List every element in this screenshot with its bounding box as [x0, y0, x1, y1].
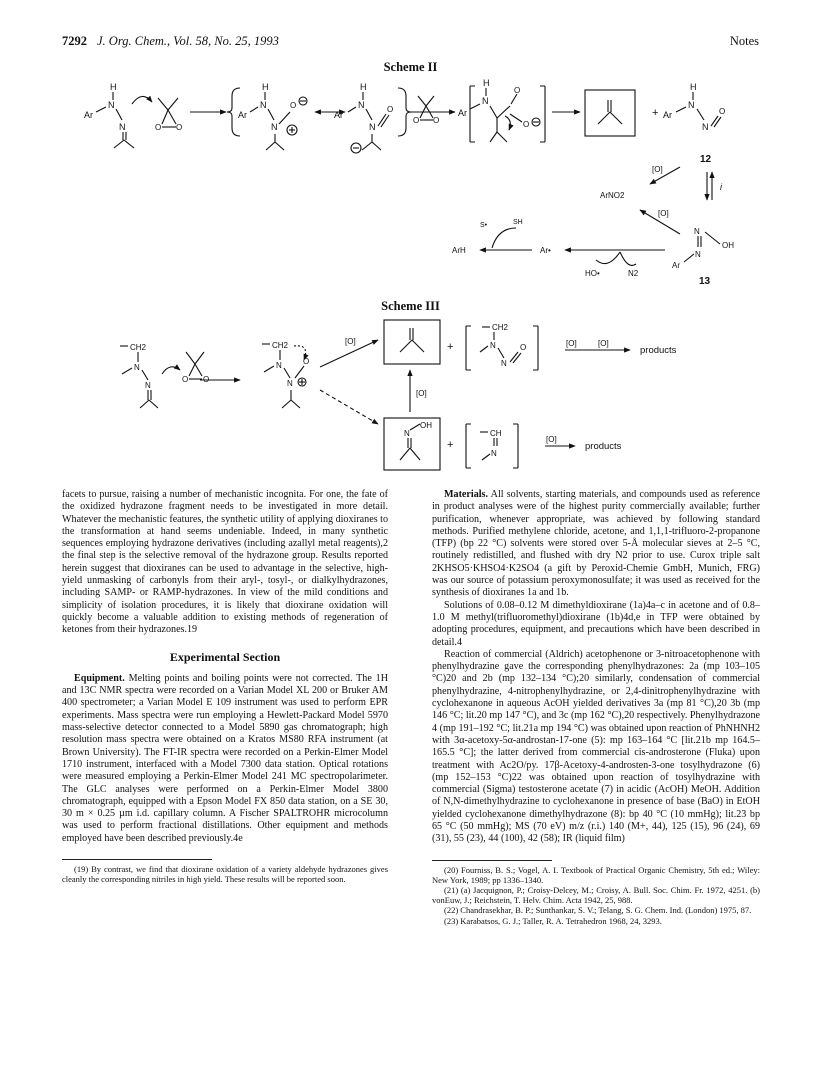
scheme2-sh-label: SH — [513, 219, 523, 226]
footnote-rule-right — [432, 860, 552, 861]
scheme3-oxid-label-1: [O] — [345, 337, 356, 346]
scheme3-attack-arrow — [162, 367, 180, 374]
scheme2-ar3-label: Ar — [334, 110, 343, 120]
scheme2-o2-label: O — [176, 123, 183, 132]
scheme3-n4-label: N — [287, 379, 293, 388]
scheme3-ch2-label-1: CH2 — [130, 343, 147, 352]
experimental-section-heading: Experimental Section — [169, 649, 281, 664]
scheme3-oxid-label-4: [O] — [416, 389, 427, 398]
scheme2-zwitterion-a — [238, 82, 307, 150]
scheme3-oxime — [400, 421, 432, 460]
scheme3-ketone — [400, 328, 424, 352]
scheme2-n2-label: N2 — [628, 269, 639, 278]
materials-paragraph — [432, 489, 760, 600]
scheme2-n5-label: N — [358, 100, 365, 110]
scheme2-sh-curve — [492, 228, 516, 248]
footnote-21: (21) (a) Jacquignon, P.; Croisy-Delcey, M.; Croisy, A. Bull. Soc. Chim. Fr. 1972, 4251. (b) vonEuw, J.; Reichstein, T. Helv. Chim. Acta 1942, 25, 988. — [432, 885, 760, 906]
scheme2-ar4-label: Ar — [458, 108, 467, 118]
scheme2-ar6-label: Ar — [672, 261, 680, 270]
scheme3-bracket-2-close — [513, 424, 518, 468]
scheme2-attack-arrow — [132, 96, 152, 104]
scheme3-ch2-label-2: CH2 — [272, 341, 289, 350]
scheme3-n5-label: N — [490, 341, 496, 350]
scheme2-o6-label: O — [433, 116, 440, 125]
scheme3-plus-2: + — [447, 439, 454, 451]
scheme3-oh-label: OH — [420, 421, 432, 430]
scheme2-n11-label: N — [695, 250, 701, 259]
scheme2-ho-radical-label: HO• — [585, 269, 600, 278]
scheme2-n6-label: N — [369, 122, 376, 132]
scheme3-bracket-1-close — [533, 326, 538, 370]
scheme2-o3-label: O — [290, 101, 297, 110]
left-column — [62, 489, 388, 884]
equipment-text: Melting points and boiling points were not corrected. The 1H and 13C NMR spectra were recorded on a Varian Model XL 200 or Bruker AM 400 spectrometer; a Varian Model E 109 instrument was used to perform EPR experiments. Mass spectra were run employing a Hewlett-Packard Model 5970 mass-selective detector connected to a Model 5890 gas chromatograph; high resolution mass spectra were obtained on a Kratos MS80 RFA instrument (at Brown University). The FT-IR spectra were recorded on a Perkin-Elmer Model 1710 instrument, interfaced with a Model 7300 data station. Optical rotations were measured employing a Perkin-Elmer Model 241 MC spectropolarimeter. The GLC analyses were performed on a Perkin-Elmer Model 3800 chromatograph, equipped with a Epson Model FX 850 data station, on a SE 30, 30 m × 0.25 µm i.d. capillary column. A Fischer SPALTROHR microcolumn was used to perform fractional distillations. Other equipment and methods employed have been described previously.4e — [62, 672, 389, 844]
scheme3-ketone-box — [384, 320, 440, 364]
scheme3-bracket-2-open — [466, 424, 471, 468]
scheme2-oxid-label-2: [O] — [658, 209, 669, 218]
scheme3-oxid-label-3: [O] — [598, 339, 609, 348]
scheme-ii-diagram — [0, 72, 821, 294]
hydrazone-synthesis-paragraph: Reaction of commercial (Aldrich) acetophenone or 3-nitroacetophenone with phenylhydrazine gave the corresponding phenylhydrazones: 2a (mp 103–105 °C)20 and 2b (mp 132–134 °C);20 similarly, condensation of commercial phenylhydrazine, 4-nitrophenylhydrazine, or 2,4-dinitrophenylhydrazine with cyclohexanone in aqueous AcOH yielded derivatives 3a (mp 81 °C),20 3b (mp 146 °C; lit.20 mp 147 °C), and 3c (mp 162 °C),20 respectively. Phenylhydrazone 4 (mp 191–192 °C; lit.21a mp 194 °C) was obtained upon reaction of PhNHNH2 with 3α-acetoxy-5α-androstan-17-one (5): mp 163–164 °C [lit.21b mp 164.5–165.5 °C]; the latter derived from commercial cis-androsterone (Fluka) upon treatment with Ac2O/py. 17β-Acetoxy-4-androsten-3-one tosylhydrazone (6) (mp 152–153 °C)22 was obtained upon reaction of tosylhydrazine with commercial (Sigma) testosterone acetate (7) in acidic (AcOH) MeOH. Addition of N,N-dimethylhydrazine to cyclohexanone in presence of base (BaO) in EtOH yielded cyclohexanone dimethylhydrazone (8): bp 40 °C (10 mmHg); lit.23 bp 65 °C (50 mmHg); MS (70 eV) m/z (r.i.) 140 (M+, 44), 125 (15), 96 (24), 69 (31), 55 (23), 44 (100), 42 (58); IR (liquid film) — [432, 648, 760, 845]
page-number: 7292 — [62, 34, 87, 48]
scheme2-h3-label: H — [360, 82, 367, 92]
scheme2-zwitterion-b — [334, 82, 393, 153]
scheme3-n8-label: N — [491, 449, 497, 458]
scheme2-oxid-label-1: [O] — [652, 165, 663, 174]
arno2-label: ArNO2 — [600, 191, 625, 200]
materials-text: All solvents, starting materials, and compounds used as reference in product analyses were of the highest purity commercially available; further purification, whenever appropriate, was achieved by following standard methods. Purified methylene chloride, acetone, and 1,1,1-trifluoro-2-propanone (TFP) (bp 22 °C) solvents were stored over 5-Å molecular sieves at 2–5 °C, routinely redistilled, and flushed with dry N2 prior to use. Curox triple salt 2KHSO5·KHSO4·K2SO4 (a gift by Peroxid-Chemie GmbH, Munich, FRG) was our source of potassium peroxymonosulfate; it was used as received for the synthesis of dioxiranes 1a and 1b. — [432, 489, 761, 599]
running-head — [62, 34, 759, 52]
scheme2-ho-loss-curve — [596, 252, 620, 264]
scheme2-h5-label: H — [690, 82, 697, 92]
scheme3-n1-label: N — [134, 363, 140, 372]
scheme3-plus-1: + — [447, 341, 454, 353]
scheme3-bracket-1-open — [466, 326, 471, 370]
scheme3-products-label-2: products — [585, 441, 622, 452]
scheme2-o8-label: O — [523, 120, 530, 129]
scheme3-dioxirane — [182, 352, 209, 384]
scheme2-diazene-12 — [663, 82, 725, 165]
scheme3-n6-label: N — [501, 359, 507, 368]
scheme-iii-diagram — [0, 312, 821, 482]
journal-citation: J. Org. Chem., Vol. 58, No. 25, 1993 — [97, 34, 279, 48]
scheme2-o5-label: O — [413, 116, 420, 125]
footnote-rule — [62, 859, 212, 860]
scheme2-aryl-radical-label: Ar• — [540, 246, 551, 255]
scheme2-n1-label: N — [108, 100, 115, 110]
scheme2-n3-label: N — [260, 100, 267, 110]
scheme3-ch-label: CH — [490, 429, 502, 438]
scheme3-iminium-fragment — [480, 429, 502, 460]
scheme2-o9-label: O — [719, 107, 726, 116]
right-column — [432, 489, 760, 926]
arh-label: ArH — [452, 246, 466, 255]
scheme3-o3-label: O — [303, 357, 310, 366]
scheme3-lower-arrow — [320, 390, 378, 424]
materials-runin: Materials. — [444, 489, 489, 500]
scheme2-o1-label: O — [155, 123, 162, 132]
scheme3-o2-label: O — [203, 375, 210, 384]
scheme2-azohydroxide-13 — [672, 227, 734, 287]
scheme2-s-radical-label: S• — [480, 222, 488, 229]
scheme3-n2-label: N — [145, 381, 151, 390]
scheme2-ar5-label: Ar — [663, 110, 672, 120]
scheme3-oxid-label-2: [O] — [566, 339, 577, 348]
scheme2-o4-label: O — [387, 105, 394, 114]
scheme3-dimethylhydrazone — [120, 343, 158, 408]
scheme3-n3-label: N — [276, 361, 282, 370]
scheme3-o4-label: O — [520, 343, 527, 352]
scheme2-n9-label: N — [702, 122, 709, 132]
scheme2-h1-label: H — [110, 82, 117, 92]
footnote-19: (19) By contrast, we find that dioxirane oxidation of a variety aldehyde hydrazones gives cleanly the corresponding nitriles in high yield. These results will be reported soon. — [62, 864, 388, 885]
scheme-ii-title: Scheme II — [383, 60, 438, 74]
scheme2-acetone-box — [585, 90, 635, 136]
scheme2-n10-label: N — [694, 227, 700, 236]
scheme3-oxid-label-5: [O] — [546, 435, 557, 444]
scheme3-intermediate — [262, 341, 309, 408]
scheme-iii-title: Scheme III — [381, 299, 440, 313]
scheme2-dioxirane — [155, 98, 182, 132]
scheme2-bracket-open — [470, 86, 475, 142]
scheme2-h2-label: H — [262, 82, 269, 92]
scheme2-n7-label: N — [482, 96, 489, 106]
footnote-20: (20) Fourniss, B. S.; Vogel, A. I. Textbook of Practical Organic Chemistry, 5th ed.; Wiley: New York, 1989; pp 1336–1340. — [432, 864, 760, 885]
running-head-left — [62, 34, 279, 49]
scheme2-acetone — [598, 100, 622, 124]
scheme2-hydrazone — [84, 82, 134, 148]
scheme3-n7-label: N — [404, 429, 410, 438]
footnote-22: (22) Chandrasekhar, B. P.; Sunthankar, S. V.; Telang, S. G. Chem. Ind. (London) 1975, 87. — [444, 905, 752, 916]
scheme2-bracket-close — [540, 86, 545, 142]
scheme2-h4-label: H — [483, 78, 490, 88]
compound-13-label: 13 — [699, 276, 711, 287]
scheme3-o1-label: O — [182, 375, 189, 384]
scheme2-right-brace — [398, 88, 411, 136]
scheme3-products-label-1: products — [640, 345, 677, 356]
intro-paragraph: facets to pursue, raising a number of mechanistic incognita. For one, the fate of the oxidized hydrazone fragment needs to be investigated in more detail. Whatever the mechanistic features, the synthetic utility of applying dioxiranes to the transformation at hand seems undeniable. Indeed, in many synthetic sequences employing hydrazone derivatives (including azallyl metal reagents),2 the final step is the selective removal of the hydrazone group. Results reported herein suggest that dioxiranes can be used to advantage in the selective, high-yield unmasking of carbonyls from their aryl-, tosyl-, or dialkylhydrazones, including SAMP- or RAMP-hydrazones. In view of the mild conditions and simplicity of isolation procedures, it is likely that dioxirane oxidation will quickly become a valuable addition to existing methods of regeneration of ketones from their hydrazones.19 — [62, 489, 388, 636]
scheme2-n4-label: N — [271, 122, 278, 132]
equipment-paragraph — [62, 673, 388, 845]
scheme2-plus: + — [652, 107, 659, 119]
scheme2-n2-loss-curve — [620, 252, 636, 266]
scheme2-n8-label: N — [688, 100, 695, 110]
scheme2-dioxirane-2 — [413, 96, 439, 125]
footnote-23: (23) Karabatsos, G. J.; Taller, R. A. Tetrahedron 1968, 24, 3293. — [444, 915, 662, 926]
scheme3-ch2-label-3: CH2 — [492, 323, 509, 332]
section-label: Notes — [729, 34, 759, 48]
compound-12-label: 12 — [700, 154, 712, 165]
equipment-runin: Equipment. — [74, 672, 125, 684]
scheme2-step-i-label: i — [720, 182, 722, 192]
scheme2-ar1-label: Ar — [84, 110, 93, 120]
scheme2-n2-label: N — [119, 122, 126, 132]
scheme2-o7-label: O — [514, 86, 521, 95]
scheme2-oh-label: OH — [722, 241, 734, 250]
scheme3-nitroso-fragment — [480, 323, 526, 368]
scheme2-ar2-label: Ar — [238, 110, 247, 120]
dioxirane-solutions-paragraph: Solutions of 0.08–0.12 M dimethyldioxirane (1a)4a–c in acetone and of 0.8–1.0 M methyl(trifluoromethyl)dioxirane (1b)4d,e in TFP were obtained by adopting procedures, equipment, and precautions which have been described in detail.4 — [432, 599, 760, 648]
